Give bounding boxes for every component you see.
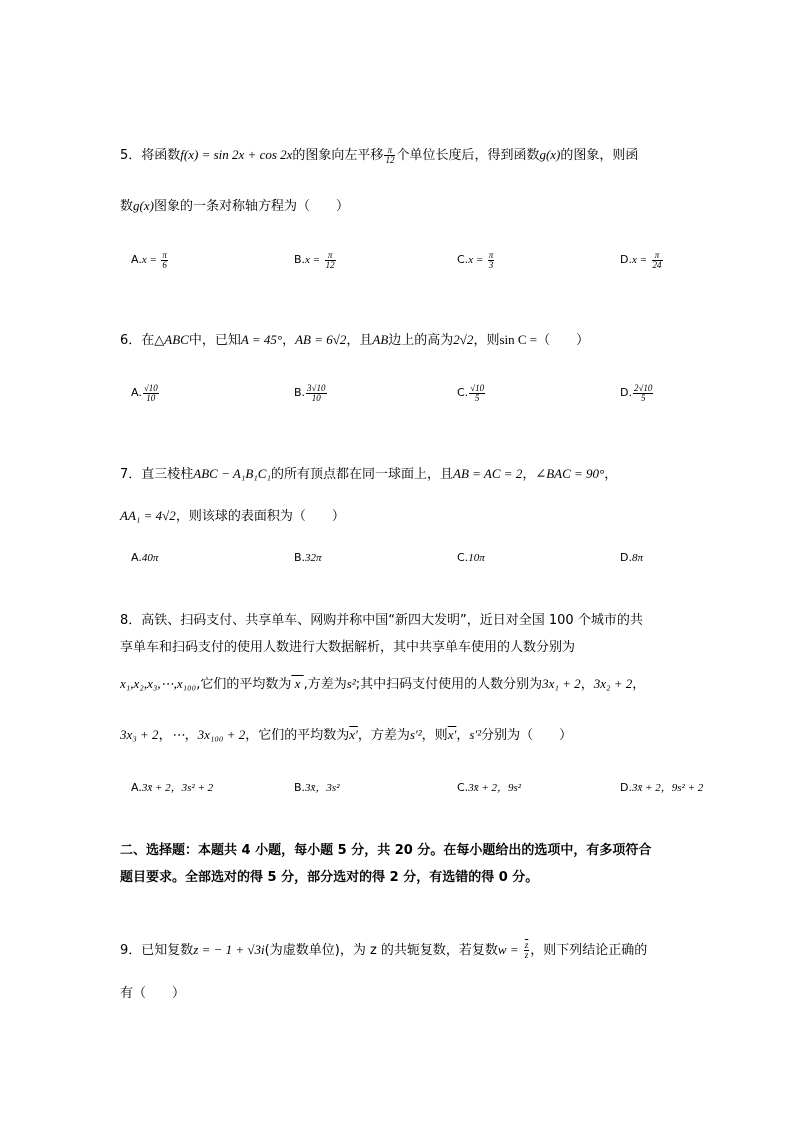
q9-line-2 [120, 984, 185, 1004]
q8-option-d[interactable]: D.3x̄ + 2，9s² + 2 [620, 781, 704, 794]
q7-option-a[interactable]: A.40π [131, 551, 159, 564]
q5-function-g: g(x) [539, 147, 561, 162]
q9-line-1: 9．已知复数z = − 1 + √3i(为虚数单位)，为 z 的共轭复数，若复数w = $\frac{\overline{z}}{z}$ ，则下列结论正确的 [120, 940, 648, 960]
q5-text: 数 [120, 199, 134, 214]
q5-option-b[interactable]: B.x = $\frac{\pi}{12}$ [294, 249, 335, 270]
q5-text: 个单位长度后，得到函数 [396, 148, 540, 163]
q7-line-1: 7．直三棱柱ABC − A₁B₁C₁的所有顶点都在同一球面上，且AB = AC = 2，∠BAC = 90°， [120, 466, 618, 482]
q5-line-2 [120, 196, 349, 217]
q8-line-2 [120, 638, 575, 658]
q8-option-b[interactable]: B.3x̄，3s² [294, 781, 340, 794]
q8-option-c[interactable]: C.3x̄ + 2，9s² [457, 781, 522, 794]
q9-complex-z: z = − 1 + √3i [193, 942, 265, 957]
q7-option-d[interactable]: D.8π [620, 551, 643, 564]
q5-option-c[interactable]: C.x = $\frac{\pi}{3}$ [457, 249, 494, 270]
q6-number: 6． [120, 333, 142, 348]
q8-option-a[interactable]: A.3x̄ + 2，3s² + 2 [131, 781, 214, 794]
q5-text: 将函数 [141, 148, 181, 163]
q8-variance-s: s² [346, 676, 356, 691]
q9-number: 9． [120, 943, 142, 958]
q7-edge-aa1: AA₁ = 4√2 [120, 508, 176, 523]
q6-option-d[interactable]: D. $\frac{2√10}{5}$ [620, 382, 653, 403]
q5-line-1 [120, 145, 638, 166]
q8-number: 8． [120, 613, 142, 628]
q8-variance-s-prime: s′² [409, 727, 422, 742]
q6-side-ab: AB [372, 332, 389, 347]
q7-prism: ABC − A₁B₁C₁ [193, 466, 271, 481]
q8-text: 享单车和扫码支付的使用人数进行大数据解析，其中共享单车使用的人数分别为 [120, 640, 576, 655]
q7-number: 7． [120, 467, 142, 482]
q9-complex-w: w = [497, 942, 519, 957]
q6-option-b[interactable]: B. $\frac{3√10}{10}$ [294, 382, 326, 403]
q5-option-d[interactable]: D.x = $\frac{\pi}{24}$ [620, 249, 662, 270]
q5-text: 的图象向左平移 [292, 148, 384, 163]
q6-side-ab: AB = 6√2 [295, 332, 347, 347]
q8-mean-x-prime: x′ [349, 727, 358, 742]
q8-mean-x: x [291, 676, 304, 691]
q8-line-3: x₁,x₂,x₃,⋯,x₁₀₀,它们的平均数为 x ,方差为s²;其中扫码支付使用的人数分别为3x₁ + 2，3x₂ + 2， [120, 676, 646, 692]
q6-option-c[interactable]: C. $\frac{√10}{5}$ [457, 382, 485, 403]
q5-function-f: f(x) = sin 2x + cos 2x [180, 147, 293, 162]
q5-text: 图象的一条对称轴方程为（ ） [153, 199, 349, 214]
section-2-heading: 二、选择题：本题共 4 小题，每小题 5 分，共 20 分。在每小题给出的选项中，有多项符合 [120, 843, 652, 858]
q5-number: 5． [120, 148, 142, 163]
q7-edges: AB = AC = 2 [453, 466, 523, 481]
q6-option-a[interactable]: A. $\frac{√10}{10}$ [131, 382, 158, 403]
q9-w-fraction: $\frac{\overline{z}}{z}$ [524, 940, 529, 960]
q5-option-a[interactable]: A.x = $\frac{\pi}{6}$ [131, 249, 167, 270]
q6-triangle: △ABC [154, 332, 189, 347]
q6-angle-a: A = 45° [240, 332, 283, 347]
q7-option-c[interactable]: C.10π [457, 551, 485, 564]
section-2-heading-line-2: 题目要求。全部选对的得 5 分，部分选对的得 2 分，有选错的得 0 分。 [120, 870, 539, 885]
q8-text: 高铁、扫码支付、共享单车、网购并称中国“新四大发明”，近日对全国 100 个城市的共 [141, 613, 643, 628]
q9-text: 有（ ） [120, 986, 186, 1001]
q5-text: 的图象，则函 [560, 148, 639, 163]
q6-line-1: 6．在△ABC中，已知A = 45°，AB = 6√2，且AB边上的高为2√2，则sin C =（ ） [120, 332, 590, 348]
q6-height: 2√2 [453, 332, 474, 347]
q5-shift-fraction: $\frac{\pi}{12}$ [385, 145, 395, 165]
q7-option-b[interactable]: B.32π [294, 551, 322, 564]
q7-angle: ∠BAC = 90° [535, 466, 605, 481]
q8-line-4: 3x₃ + 2，⋯，3x₁₀₀ + 2，它们的平均数为x′，方差为s′²，则x′，s′²分别为（ ） [120, 727, 573, 743]
q5-function-g: g(x) [133, 198, 154, 213]
q8-x-sequence: x₁,x₂,x₃,⋯,x₁₀₀ [120, 676, 197, 691]
q6-sin-c: sin C = [499, 332, 538, 347]
q8-line-1 [120, 611, 643, 631]
q7-line-2: AA₁ = 4√2，则该球的表面积为（ ） [120, 508, 345, 524]
